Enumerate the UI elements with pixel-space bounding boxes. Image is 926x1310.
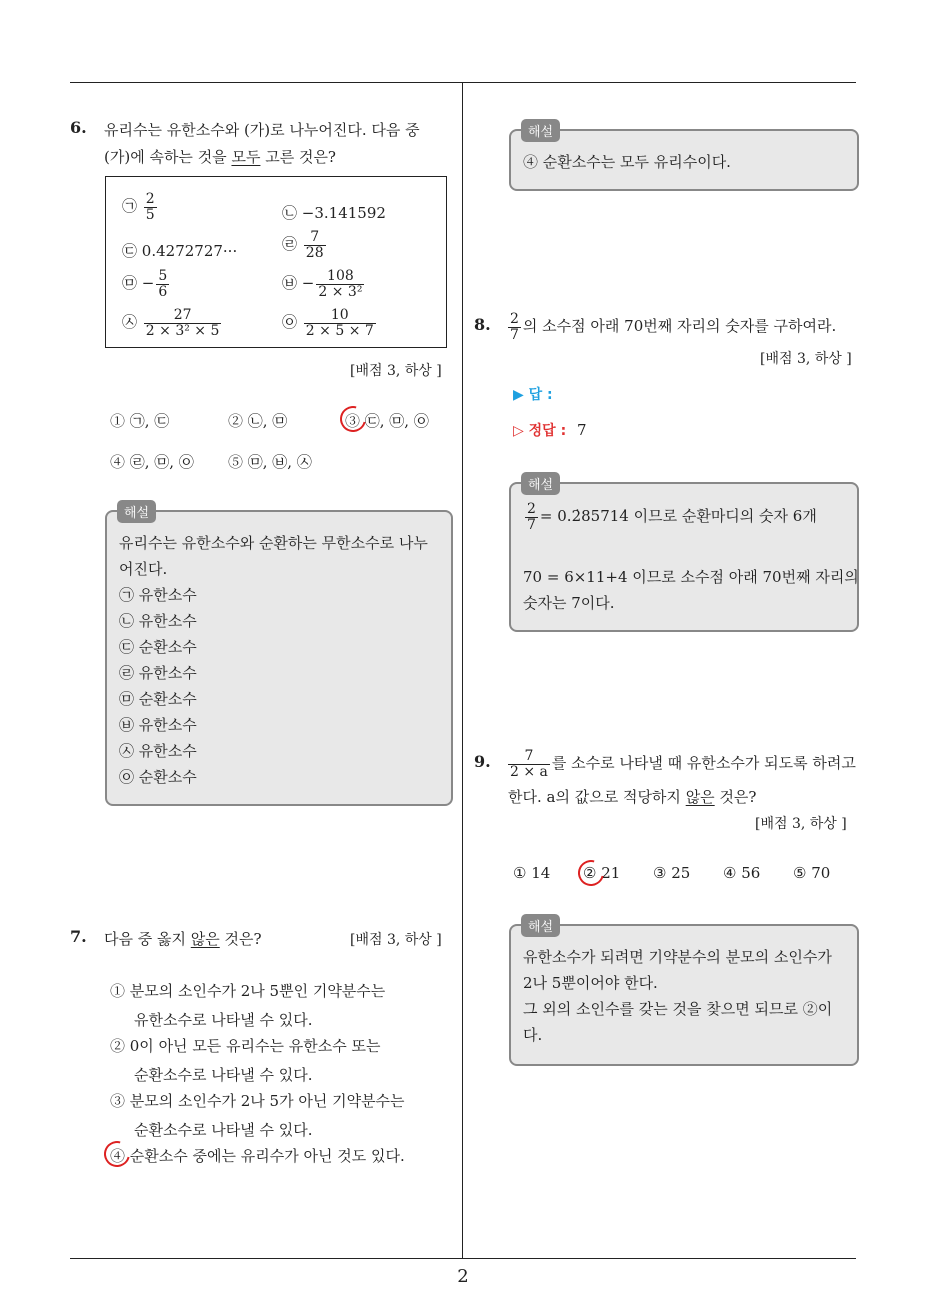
q6-item-7: ㉧ $\frac{10}{2 \times 5 \times 7}$ xyxy=(282,307,374,339)
q9-expl-line: 그 외의 소인수를 갖는 것을 찾으면 되므로 ②이 xyxy=(523,1000,833,1018)
q9-expl-line: 2나 5뿐이어야 한다. xyxy=(523,974,658,992)
q7-stem: 다음 중 옳지 않은 것은? xyxy=(104,930,262,948)
q6-option-4[interactable]: ④ ㉣, ㉤, ㉧ xyxy=(110,453,194,471)
q6-stem-line2: (가)에 속하는 것을 모두 고른 것은? xyxy=(104,148,336,166)
q7-option-3[interactable] xyxy=(110,1090,405,1140)
q9-expl-line: 유한소수가 되려면 기약분수의 분모의 소인수가 xyxy=(523,948,832,966)
q6-choices-box xyxy=(105,176,447,348)
q9-option-5[interactable]: ⑤ 70 xyxy=(793,864,831,882)
q9-stem-line1: $\frac{7}{2 \times a}$ 를 소수로 나타낼 때 유한소수가 되도록 하려고 xyxy=(510,748,856,780)
q8-explanation xyxy=(509,478,859,632)
q7-expl-line: ④ 순환소수는 모두 유리수이다. xyxy=(523,153,731,171)
q6-stem-line1: 유리수는 유한소수와 (가)로 나누어진다. 다음 중 xyxy=(104,121,420,139)
q6-expl-tag: 해설 xyxy=(117,500,156,523)
q9-expl-tag: 해설 xyxy=(521,914,560,937)
q6-option-1[interactable]: ① ㉠, ㉢ xyxy=(110,412,170,430)
q8-correct-value: 7 xyxy=(576,421,587,439)
q6-expl-line: 유리수는 유한소수와 순환하는 무한소수로 나누 xyxy=(119,534,428,552)
q7-option-3-line2: 순환소수로 나타낼 수 있다. xyxy=(134,1121,313,1139)
q8-score: [배점 3, 하상 ] xyxy=(760,351,852,367)
q7-explanation xyxy=(509,125,859,191)
q6-expl-line: ㉥ 유한소수 xyxy=(119,716,197,734)
q6-expl-line: ㉡ 유한소수 xyxy=(119,612,197,630)
q6-expl-line: ㉤ 순환소수 xyxy=(119,690,197,708)
q7-option-1-line1: ① 분모의 소인수가 2나 5뿐인 기약분수는 xyxy=(110,982,386,1000)
q8-expl-line2: 70 = 6×11+4 이므로 소수점 아래 70번째 자리의 xyxy=(523,568,859,586)
q7-score: [배점 3, 하상 ] xyxy=(350,932,442,948)
q9-explanation xyxy=(509,920,859,1066)
q8-correct-label: ▷ 정답 : xyxy=(513,423,567,439)
q6-item-5: ㉥ − $\frac{108}{\text{2 × 3²}}$ xyxy=(282,268,363,300)
q8-stem: $\frac{2}{7}$ 의 소수점 아래 70번째 자리의 숫자를 구하여라. xyxy=(510,311,837,343)
q7-option-2-line1: ② 0이 아닌 모든 유리수는 유한소수 또는 xyxy=(110,1037,381,1055)
q7-option-4-line1: ④ 순환소수 중에는 유리수가 아닌 것도 있다. xyxy=(110,1147,405,1165)
q6-option-2[interactable]: ② ㉡, ㉤ xyxy=(228,412,288,430)
top-rule xyxy=(70,82,856,83)
q6-expl-line: ㉣ 유한소수 xyxy=(119,664,197,682)
q7-option-1-line2: 유한소수로 나타낼 수 있다. xyxy=(134,1011,313,1029)
q6-score: [배점 3, 하상 ] xyxy=(350,363,442,379)
q6-expl-line: ㉢ 순환소수 xyxy=(119,638,197,656)
q8-expl-line3: 숫자는 7이다. xyxy=(523,594,615,612)
q7-answer-mark xyxy=(99,1136,135,1172)
q7-option-2-line2: 순환소수로 나타낼 수 있다. xyxy=(134,1066,313,1084)
q9-answer-mark xyxy=(573,855,609,891)
q9-number: 9. xyxy=(474,752,491,771)
q6-expl-line: ㉦ 유한소수 xyxy=(119,742,197,760)
column-divider xyxy=(462,83,463,1258)
q6-number: 6. xyxy=(70,118,87,137)
q7-number: 7. xyxy=(70,927,87,946)
q7-option-2[interactable] xyxy=(110,1035,381,1085)
q6-item-4: ㉤ − $\frac{5}{6}$ xyxy=(122,268,168,300)
q6-answer-mark xyxy=(335,401,371,437)
q9-option-4[interactable]: ④ 56 xyxy=(723,864,761,882)
q6-item-6: ㉦ $\frac{27}{\text{2 × 3² × 5}}$ xyxy=(122,307,220,339)
q6-option-3[interactable]: ③ ㉢, ㉤, ㉧ xyxy=(345,412,429,430)
q6-item-2: ㉢ 0.4272727··· xyxy=(122,242,238,260)
q6-item-1: ㉡ −3.141592 xyxy=(282,204,386,222)
q9-option-1[interactable]: ① 14 xyxy=(513,864,551,882)
q9-score: [배점 3, 하상 ] xyxy=(755,816,847,832)
q9-option-3[interactable]: ③ 25 xyxy=(653,864,691,882)
bottom-rule xyxy=(70,1258,856,1259)
q6-explanation xyxy=(105,506,453,806)
page-number: 2 xyxy=(457,1266,469,1287)
q7-option-1[interactable] xyxy=(110,980,385,1030)
q7-expl-tag: 해설 xyxy=(521,119,560,142)
q8-number: 8. xyxy=(474,315,491,334)
q6-item-3: ㉣ $\frac{7}{28}$ xyxy=(282,229,324,261)
q9-stem-line2: 한다. a의 값으로 적당하지 않은 것은? xyxy=(508,788,757,806)
q6-expl-line: ㉧ 순환소수 xyxy=(119,768,197,786)
q9-expl-line: 다. xyxy=(523,1026,543,1044)
q8-answer-label: ▶ 답 : xyxy=(513,387,553,403)
q6-expl-line: ㉠ 유한소수 xyxy=(119,586,197,604)
q8-correct-row xyxy=(513,420,587,440)
q6-item-0: ㉠ $\frac{2}{5}$ xyxy=(122,191,155,223)
q9-option-2[interactable]: ② 21 xyxy=(583,864,621,882)
q7-option-4[interactable] xyxy=(110,1145,405,1166)
q6-expl-line: 어진다. xyxy=(119,560,168,578)
q6-option-5[interactable]: ⑤ ㉤, ㉥, ㉦ xyxy=(228,453,312,471)
q7-option-3-line1: ③ 분모의 소인수가 2나 5가 아닌 기약분수는 xyxy=(110,1092,405,1110)
q8-expl-line1: $\frac{2}{7}$ = 0.2̇85714̇ 이므로 순환마디의 숫자 6개 xyxy=(527,501,817,533)
q8-expl-tag: 해설 xyxy=(521,472,560,495)
